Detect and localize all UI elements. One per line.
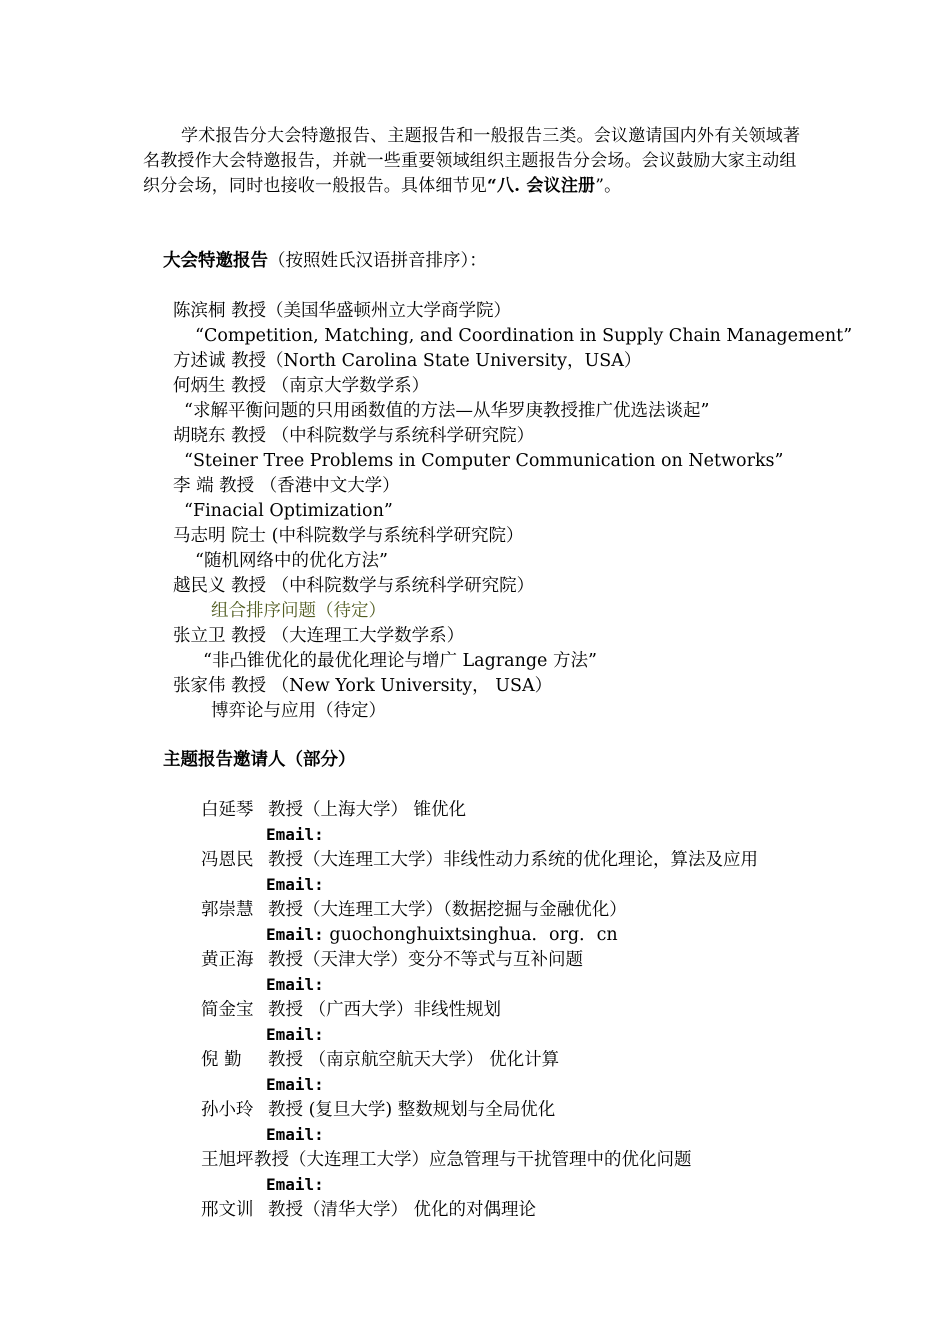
email-label: Email: [266, 925, 324, 944]
theme-entry-email [266, 1073, 324, 1097]
intro-section-ref: 八. 会议注册 [496, 176, 596, 196]
theme-entry-name: 王旭坪 [201, 1150, 254, 1170]
theme-entry-desc: 教授（上海大学） 锥优化 [268, 800, 467, 820]
theme-entry-desc: 教授 (复旦大学) 整数规划与全局优化 [268, 1100, 556, 1120]
plenary-line: 陈滨桐 教授（美国华盛顿州立大学商学院） [173, 301, 512, 321]
plenary-heading: 大会特邀报告 [163, 251, 268, 271]
theme-entry-name: 孙小玲 [201, 1100, 254, 1120]
theme-entry-name: 邢文训 [201, 1200, 254, 1220]
plenary-line: 方述诚 教授（North Carolina State University，USA） [173, 351, 642, 371]
intro-text: 学术报告分大会特邀报告、主题报告和一般报告三类。会议邀请国内外有关领域著名教授作大会特邀报告，并就一些重要领域组织主题报告分会场。会议鼓励大家主动组织分会场，同时也接收一般报告。具体细节见 [143, 126, 801, 196]
theme-entry-desc: 教授 （广西大学）非线性规划 [268, 1000, 502, 1020]
plenary-heading-line [163, 249, 487, 273]
theme-entry-email [266, 973, 324, 997]
email-label: Email: [266, 1075, 324, 1094]
theme-entry-desc: 教授（大连理工大学）应急管理与干扰管理中的优化问题 [254, 1150, 692, 1170]
theme-entry-name: 黄正海 [201, 950, 254, 970]
theme-entry-desc: 教授（天津大学）变分不等式与互补问题 [268, 950, 583, 970]
plenary-line: “非凸锥优化的最优化理论与增广 Lagrange 方法” [203, 651, 597, 671]
intro-quote-open: “ [487, 176, 497, 196]
intro-paragraph [143, 124, 807, 199]
plenary-note: （按照姓氏汉语拼音排序）： [268, 251, 487, 271]
theme-entry-name: 白延琴 [201, 800, 254, 820]
email-label: Email: [266, 875, 324, 894]
plenary-line: “Competition, Matching, and Coordination in Supply Chain Management” [195, 326, 853, 346]
email-label: Email: [266, 1025, 324, 1044]
theme-entry-email [266, 873, 324, 897]
theme-entry-email [266, 923, 618, 947]
plenary-line: “随机网络中的优化方法” [195, 551, 388, 571]
theme-entry-name: 倪 勤 [201, 1050, 242, 1070]
theme-entry-email [266, 1173, 324, 1197]
theme-heading: 主题报告邀请人（部分） [163, 750, 356, 770]
plenary-line: 李 端 教授 （香港中文大学） [173, 476, 400, 496]
plenary-line: 张家伟 教授 （New York University， USA） [173, 676, 553, 696]
theme-entry-desc: 教授（大连理工大学）（数据挖掘与金融优化） [268, 900, 627, 920]
plenary-line: “求解平衡问题的只用函数值的方法—从华罗庚教授推广优选法谈起” [184, 401, 710, 421]
theme-entry-desc: 教授（清华大学） 优化的对偶理论 [268, 1200, 537, 1220]
plenary-line: “Steiner Tree Problems in Computer Communication on Networks” [184, 451, 784, 471]
email-label: Email: [266, 975, 324, 994]
plenary-line: 博弈论与应用（待定） [211, 701, 386, 721]
plenary-line: 胡晓东 教授 （中科院数学与系统科学研究院） [173, 426, 535, 446]
theme-entry-email [266, 1123, 324, 1147]
email-value: guochonghuixtsinghua．org．cn [329, 925, 618, 945]
plenary-line: 何炳生 教授 （南京大学数学系） [173, 376, 430, 396]
plenary-line: 越民义 教授 （中科院数学与系统科学研究院） [173, 576, 535, 596]
plenary-line: 张立卫 教授 （大连理工大学数学系） [173, 626, 465, 646]
theme-entry-desc: 教授（大连理工大学）非线性动力系统的优化理论，算法及应用 [268, 850, 758, 870]
theme-entry-desc: 教授 （南京航空航天大学） 优化计算 [268, 1050, 560, 1070]
theme-entry-email [266, 823, 324, 847]
theme-entry-name: 简金宝 [201, 1000, 254, 1020]
email-label: Email: [266, 1125, 324, 1144]
intro-quote-close: ”。 [595, 176, 622, 196]
email-label: Email: [266, 825, 324, 844]
theme-entry-name: 郭崇慧 [201, 900, 254, 920]
theme-entry-name: 冯恩民 [201, 850, 254, 870]
plenary-line: 组合排序问题（待定） [211, 601, 386, 621]
email-label: Email: [266, 1175, 324, 1194]
plenary-line: 马志明 院士 (中科院数学与系统科学研究院） [173, 526, 524, 546]
theme-entry-email [266, 1023, 324, 1047]
plenary-line: “Finacial Optimization” [184, 501, 393, 521]
